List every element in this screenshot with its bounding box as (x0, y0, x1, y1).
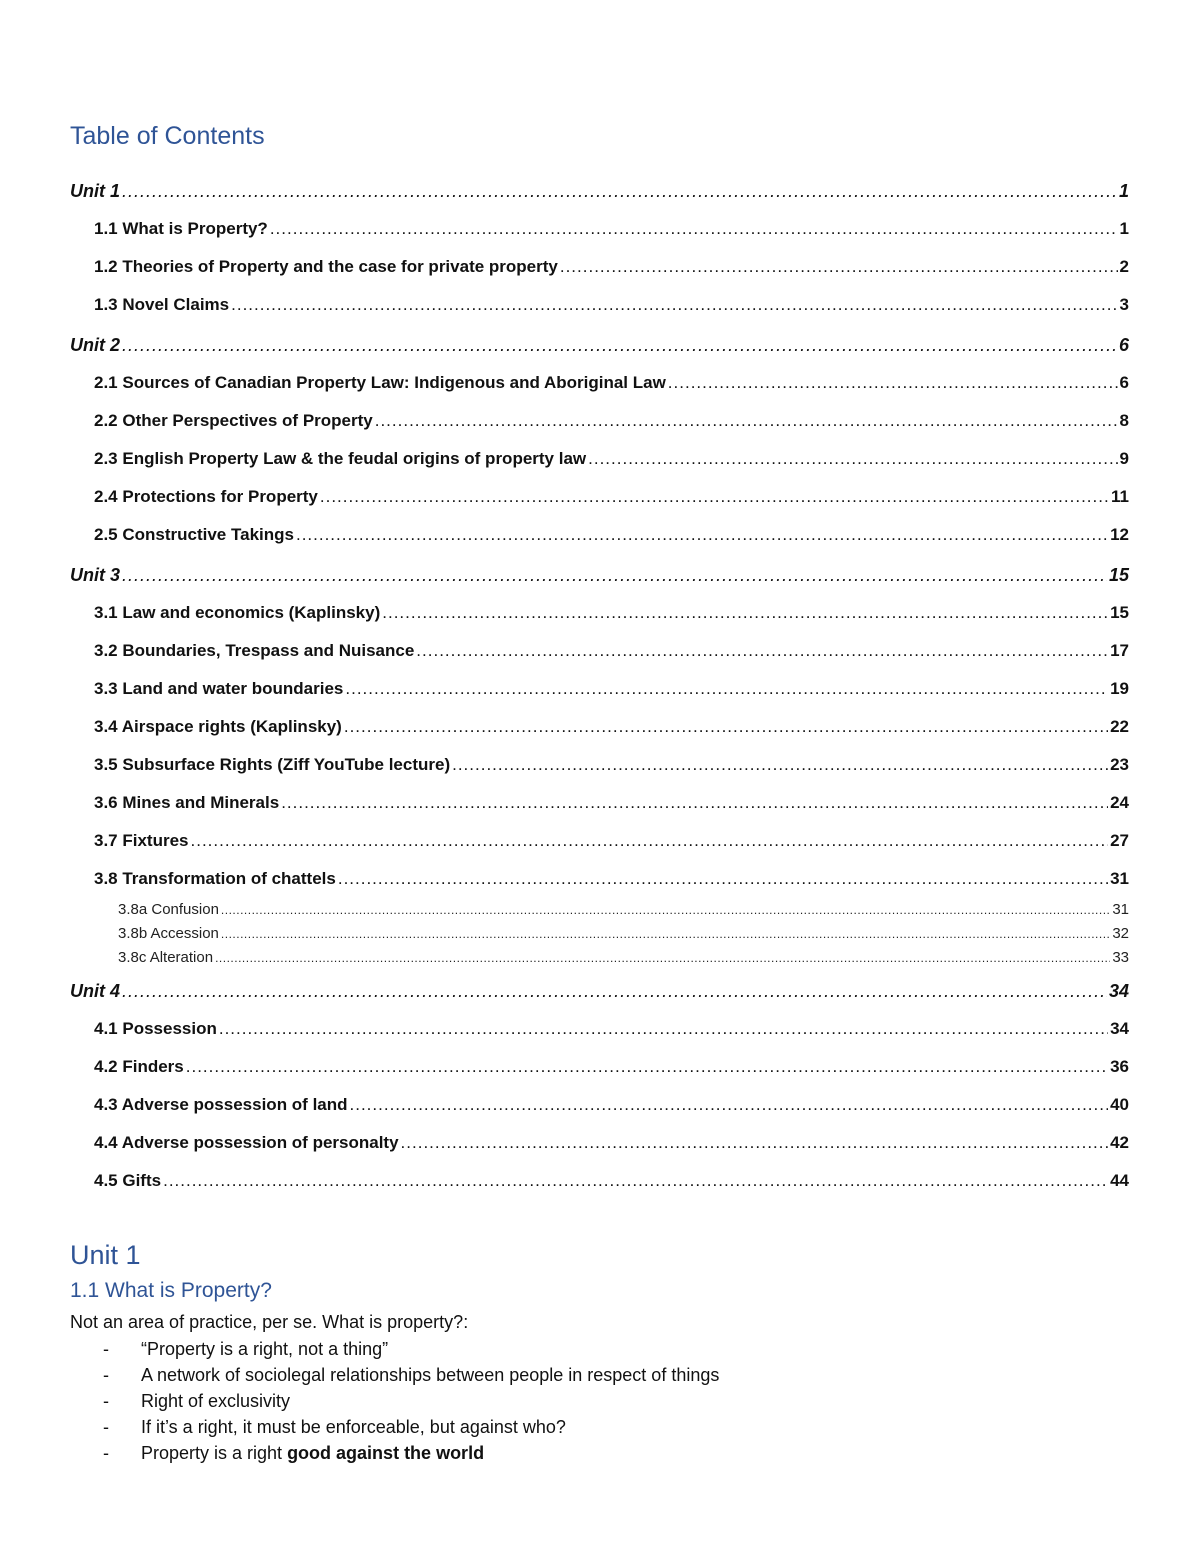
toc-dot-leader (191, 822, 1109, 860)
bullet-item (70, 1414, 1129, 1440)
toc-entry[interactable] (70, 822, 1129, 860)
toc-entry[interactable] (70, 632, 1129, 670)
toc-dot-leader (401, 1124, 1109, 1162)
toc-entry-label: 3.3 Land and water boundaries (94, 679, 344, 698)
toc-dot-leader (345, 670, 1108, 708)
toc-entry-label: 3.5 Subsurface Rights (Ziff YouTube lecture) (94, 755, 451, 774)
toc-dot-leader (221, 898, 1110, 922)
heading-1-1: 1.1 What is Property? (70, 1279, 272, 1302)
toc-dot-leader (221, 922, 1110, 946)
toc-entry-label: 3.1 Law and economics (Kaplinsky) (94, 603, 381, 622)
toc-entry[interactable] (70, 946, 1129, 970)
toc-entry[interactable] (70, 922, 1129, 946)
bullet-item (70, 1336, 1129, 1362)
toc-entry-label: 3.7 Fixtures (94, 831, 189, 850)
toc-entry-page: 32 (1112, 925, 1129, 942)
toc-entry[interactable] (70, 478, 1129, 516)
bullet-text: Property is a right (141, 1443, 288, 1463)
toc-dot-leader (219, 1010, 1108, 1048)
toc-entry[interactable] (70, 860, 1129, 898)
toc-entry-label: Unit 3 (70, 565, 121, 585)
toc-entry-label: 3.6 Mines and Minerals (94, 793, 280, 812)
toc-entry-label: 3.8b Accession (118, 925, 219, 942)
toc-entry[interactable] (70, 516, 1129, 554)
bullet-item (70, 1440, 1129, 1466)
toc-entry-label: 4.5 Gifts (94, 1171, 162, 1190)
toc-entry-label: 2.1 Sources of Canadian Property Law: Indigenous and Aboriginal Law (94, 373, 666, 392)
toc-entry[interactable] (70, 594, 1129, 632)
toc-entry[interactable] (70, 970, 1129, 1010)
toc-entry-label: 4.1 Possession (94, 1019, 217, 1038)
toc-entry-label: 3.8c Alteration (118, 949, 214, 966)
bullet-text: “Property is a right, not a thing” (141, 1339, 389, 1359)
toc-dot-leader (231, 286, 1117, 324)
toc-entry[interactable] (70, 708, 1129, 746)
toc-entry-page: 44 (1110, 1171, 1129, 1190)
toc-entry-page: 22 (1110, 717, 1129, 736)
toc-entry-page: 1 (1118, 181, 1129, 201)
toc-list (70, 170, 1129, 1200)
toc-entry-label: 3.8a Confusion (118, 901, 219, 918)
toc-entry[interactable] (70, 554, 1129, 594)
toc-entry-page: 8 (1119, 411, 1129, 430)
toc-entry-label: 2.5 Constructive Takings (94, 525, 294, 544)
toc-entry-label: 3.2 Boundaries, Trespass and Nuisance (94, 641, 415, 660)
toc-entry[interactable] (70, 210, 1129, 248)
toc-entry-page: 6 (1118, 335, 1129, 355)
toc-entry-label: Unit 1 (70, 181, 121, 201)
toc-entry-page: 9 (1119, 449, 1129, 468)
toc-entry[interactable] (70, 248, 1129, 286)
toc-entry-page: 1 (1119, 219, 1129, 238)
toc-entry-label: 3.4 Airspace rights (Kaplinsky) (94, 717, 342, 736)
toc-entry-page: 11 (1111, 487, 1129, 506)
toc-entry-page: 2 (1119, 257, 1129, 276)
toc-entry[interactable] (70, 1124, 1129, 1162)
toc-entry-page: 34 (1110, 1019, 1129, 1038)
toc-entry-label: 4.4 Adverse possession of personalty (94, 1133, 399, 1152)
bullet-marker: - (103, 1443, 109, 1463)
toc-entry[interactable] (70, 898, 1129, 922)
toc-entry-label: Unit 2 (70, 335, 121, 355)
toc-entry-label: 1.1 What is Property? (94, 219, 268, 238)
toc-entry-label: 2.2 Other Perspectives of Property (94, 411, 373, 430)
toc-entry[interactable] (70, 1010, 1129, 1048)
toc-entry[interactable] (70, 784, 1129, 822)
toc-entry-page: 31 (1112, 901, 1129, 918)
bullet-item (70, 1362, 1129, 1388)
toc-entry-label: 4.2 Finders (94, 1057, 184, 1076)
bullet-bold-text: good against the world (287, 1443, 485, 1463)
toc-dot-leader (416, 632, 1108, 670)
toc-dot-leader (560, 248, 1118, 286)
toc-dot-leader (320, 478, 1109, 516)
heading-unit-1: Unit 1 (70, 1240, 141, 1270)
toc-entry[interactable] (70, 1162, 1129, 1200)
toc-dot-leader (350, 1086, 1109, 1124)
toc-entry-page: 36 (1110, 1057, 1129, 1076)
toc-dot-leader (668, 364, 1118, 402)
toc-entry-page: 23 (1110, 755, 1129, 774)
toc-dot-leader (382, 594, 1108, 632)
toc-entry-page: 27 (1110, 831, 1129, 850)
toc-dot-leader (375, 402, 1118, 440)
toc-dot-leader (338, 860, 1108, 898)
toc-entry-label: 1.2 Theories of Property and the case for private property (94, 257, 558, 276)
toc-entry-page: 42 (1110, 1133, 1129, 1152)
toc-entry[interactable] (70, 670, 1129, 708)
toc-entry-label: 4.3 Adverse possession of land (94, 1095, 348, 1114)
toc-entry-label: 2.4 Protections for Property (94, 487, 318, 506)
toc-title: Table of Contents (70, 122, 265, 150)
bullet-text: If it’s a right, it must be enforceable, but against who? (141, 1417, 566, 1437)
toc-entry[interactable] (70, 746, 1129, 784)
toc-dot-leader (270, 210, 1118, 248)
toc-entry-label: 2.3 English Property Law & the feudal origins of property law (94, 449, 587, 468)
toc-dot-leader (122, 556, 1107, 594)
toc-entry-page: 19 (1110, 679, 1129, 698)
toc-dot-leader (588, 440, 1117, 478)
toc-entry[interactable] (70, 402, 1129, 440)
toc-dot-leader (281, 784, 1108, 822)
bullet-list (70, 1336, 1129, 1466)
toc-entry-page: 31 (1110, 869, 1129, 888)
toc-dot-leader (296, 516, 1108, 554)
toc-dot-leader (186, 1048, 1108, 1086)
toc-entry-page: 40 (1110, 1095, 1129, 1114)
toc-dot-leader (344, 708, 1108, 746)
toc-entry-page: 34 (1108, 981, 1129, 1001)
toc-entry[interactable] (70, 1048, 1129, 1086)
bullet-marker: - (103, 1365, 109, 1385)
toc-dot-leader (122, 972, 1107, 1010)
bullet-marker: - (103, 1391, 109, 1411)
toc-dot-leader (122, 326, 1117, 364)
body-section (70, 1236, 1129, 1466)
bullet-marker: - (103, 1417, 109, 1437)
bullet-text: A network of sociolegal relationships between people in respect of things (141, 1365, 720, 1385)
toc-entry-page: 15 (1108, 565, 1129, 585)
toc-entry-page: 33 (1112, 949, 1129, 966)
toc-entry-label: Unit 4 (70, 981, 121, 1001)
toc-entry[interactable] (70, 324, 1129, 364)
toc-entry-label: 1.3 Novel Claims (94, 295, 230, 314)
toc-dot-leader (122, 172, 1117, 210)
toc-entry-page: 17 (1110, 641, 1129, 660)
toc-entry-page: 6 (1119, 373, 1129, 392)
bullet-item (70, 1388, 1129, 1414)
toc-entry-page: 24 (1110, 793, 1129, 812)
toc-entry[interactable] (70, 440, 1129, 478)
intro-paragraph: Not an area of practice, per se. What is property?: (70, 1312, 469, 1332)
toc-entry[interactable] (70, 364, 1129, 402)
document-page (70, 118, 1129, 1466)
toc-dot-leader (452, 746, 1108, 784)
toc-entry[interactable] (70, 1086, 1129, 1124)
toc-dot-leader (163, 1162, 1108, 1200)
toc-entry[interactable] (70, 286, 1129, 324)
toc-entry-page: 15 (1110, 603, 1129, 622)
bullet-marker: - (103, 1339, 109, 1359)
toc-entry-page: 12 (1110, 525, 1129, 544)
toc-entry-page: 3 (1119, 295, 1129, 314)
toc-entry[interactable] (70, 170, 1129, 210)
bullet-text: Right of exclusivity (141, 1391, 291, 1411)
toc-entry-label: 3.8 Transformation of chattels (94, 869, 336, 888)
toc-dot-leader (215, 946, 1110, 970)
